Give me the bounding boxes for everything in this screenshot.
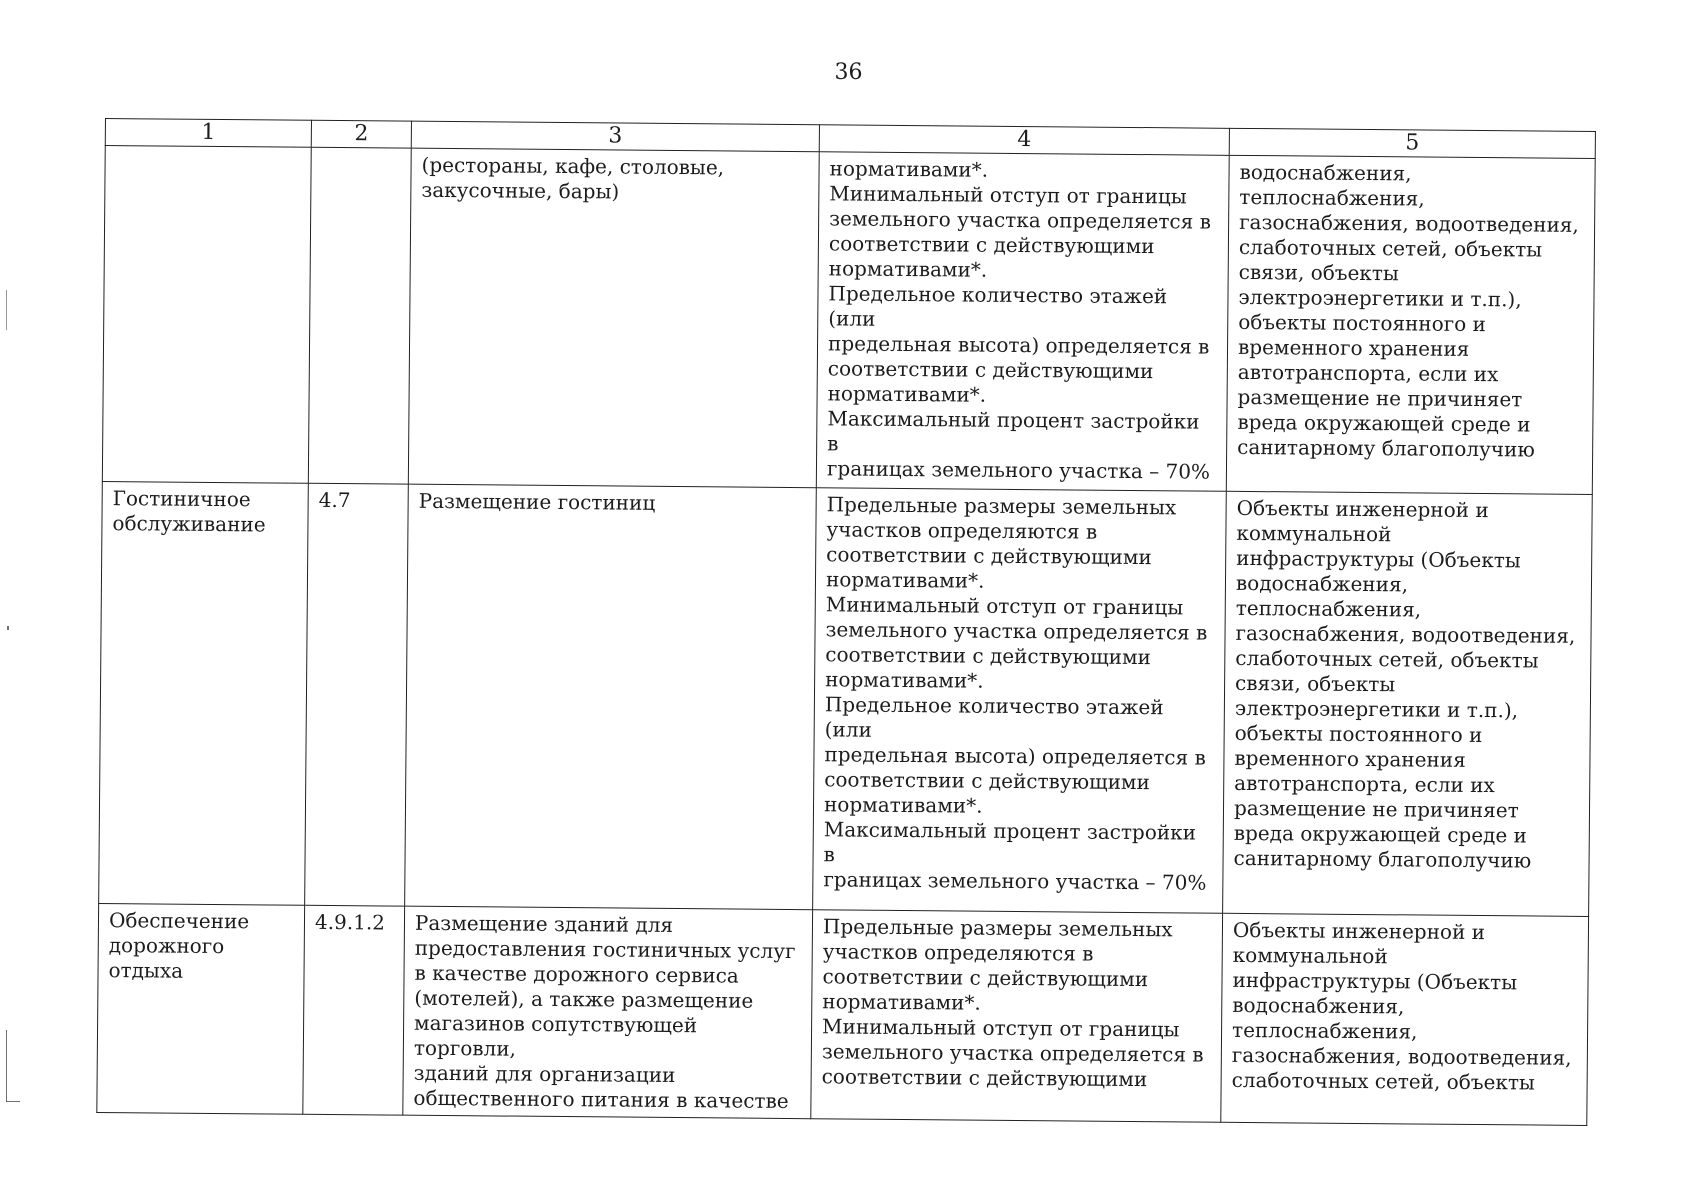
header-col-3: 3	[411, 121, 819, 152]
cell-text	[322, 152, 401, 153]
row-2-parameters	[813, 488, 1227, 913]
row-3-parameters	[811, 909, 1223, 1122]
row-2-description	[405, 484, 817, 909]
row-2-auxiliary-uses	[1223, 491, 1593, 916]
row-2-land-use-name	[99, 481, 309, 905]
row-1-parameters	[816, 152, 1229, 491]
scan-mark-bottom	[6, 1030, 7, 1102]
cell-text: нормативами*. Минимальный отступ от границы земельного участка определяется в соответствии с действующими нормативами*. Предельное количество этажей (или предельная высота) определяется в соответствии с действующими нормативами*. Максимальный процент застройки в границах земельного участка – 70%	[826, 156, 1212, 484]
header-col-1: 1	[105, 119, 311, 148]
page-number: 36	[834, 60, 863, 85]
header-col-2: 2	[311, 120, 411, 148]
header-col-5: 5	[1229, 128, 1595, 158]
cell-text: Обеспечение дорожного отдыха	[108, 907, 250, 983]
cell-text	[116, 150, 301, 152]
row-3-auxiliary-uses	[1221, 913, 1589, 1126]
table-row	[99, 481, 1593, 916]
cell-text: Предельные размеры земельных участков определяются в соответствии с действующими нормативами*. Минимальный отступ от границы земельного участка определяется в соответствии с действующими	[821, 913, 1204, 1091]
row-3-code	[303, 905, 405, 1115]
row-3-land-use-name	[97, 903, 305, 1114]
cell-text: водоснабжения, теплоснабжения, газоснабжения, водоотведения, слаботочных сетей, объекты связи, объекты электроэнергетики и т.п.), объекты постоянного и временного хранения автотранспорта, если их размещение не причиняет вреда окружающей среде и санитарному благополучию	[1237, 159, 1579, 462]
cell-text: Объекты инженерной и коммунальной инфраструктуры (Объекты водоснабжения, теплоснабжения, газоснабжения, водоотведения, слаботочных сетей, объекты	[1231, 917, 1572, 1095]
scan-mark-middle	[7, 626, 9, 630]
cell-text: Размещение зданий для предоставления гостиничных услуг в качестве дорожного сервиса (мотелей), а также размещение магазинов сопутствующей торговли, зданий для организации общественного питания в качестве	[413, 910, 796, 1113]
row-3-description	[403, 906, 813, 1119]
row-2-code	[305, 483, 409, 906]
header-col-4: 4	[819, 125, 1229, 156]
row-1-code	[308, 147, 411, 484]
row-1-description	[408, 148, 819, 487]
row-1-auxiliary-uses	[1226, 155, 1595, 494]
scan-mark-bottom-tick	[6, 1101, 20, 1102]
cell-text: 4.9.1.2	[314, 909, 386, 935]
land-use-table	[96, 118, 1595, 1126]
row-1-land-use-name	[102, 146, 311, 484]
cell-text: Размещение гостиниц	[418, 488, 656, 515]
cell-text: Объекты инженерной и коммунальной инфраструктуры (Объекты водоснабжения, теплоснабжения, газоснабжения, водоотведения, слаботочных сетей, объекты связи, объекты электроэнергетики и т.п.), объекты постоянного и временного хранения автотранспорта, если их размещение не причиняет вреда окружающей среде и санитарному благополучию	[1233, 495, 1576, 873]
scan-mark-top	[6, 290, 7, 330]
cell-text: Гостиничное обслуживание	[112, 485, 266, 537]
cell-text: 4.7	[318, 487, 351, 512]
cell-text: Предельные размеры земельных участков определяются в соответствии с действующими нормативами*. Минимальный отступ от границы земельного участка определяется в соответствии с действующими нормативами*. Предельное количество этажей (или предельная высота) определяется в соответствии с действующими нормативами*. Максимальный процент застройки в границах земельного участка – 70%	[823, 492, 1208, 895]
cell-text: (рестораны, кафе, столовые, закусочные, бары)	[421, 152, 725, 204]
table-row	[97, 903, 1589, 1125]
table-row	[102, 146, 1595, 495]
